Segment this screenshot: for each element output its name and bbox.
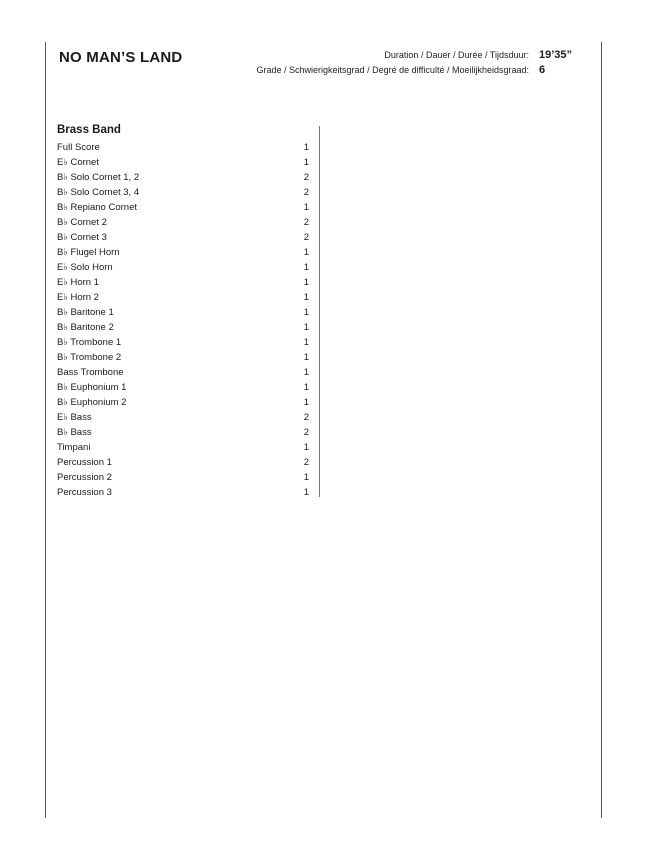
part-name: B♭ Solo Cornet 1, 2: [57, 172, 140, 183]
part-row: [57, 425, 309, 440]
part-quantity: 1: [303, 397, 309, 408]
part-name: B♭ Repiano Cornet: [57, 202, 137, 213]
part-name: Percussion 3: [57, 487, 112, 498]
part-name: Percussion 1: [57, 457, 112, 468]
part-name: E♭ Solo Horn: [57, 262, 113, 273]
part-row: [57, 410, 309, 425]
part-quantity: 1: [303, 247, 309, 258]
part-row: [57, 155, 309, 170]
part-quantity: 1: [303, 487, 309, 498]
part-row: [57, 440, 309, 455]
part-name: B♭ Euphonium 1: [57, 382, 127, 393]
part-row: [57, 200, 309, 215]
part-quantity: 2: [303, 217, 309, 228]
part-name: B♭ Baritone 2: [57, 322, 114, 333]
duration-value: 19’35”: [539, 49, 573, 61]
part-quantity: 1: [303, 472, 309, 483]
part-row: [57, 305, 309, 320]
part-quantity: 1: [303, 202, 309, 213]
grade-row: [257, 64, 569, 76]
part-quantity: 2: [303, 232, 309, 243]
page-border-right: [601, 42, 602, 818]
part-row: [57, 290, 309, 305]
part-name: B♭ Solo Cornet 3, 4: [57, 187, 140, 198]
page-border-left: [45, 42, 46, 818]
part-name: B♭ Trombone 2: [57, 352, 122, 363]
part-name: E♭ Cornet: [57, 157, 99, 168]
part-row: [57, 245, 309, 260]
part-row: [57, 485, 309, 500]
part-quantity: 1: [303, 442, 309, 453]
part-name: B♭ Cornet 3: [57, 232, 107, 243]
part-quantity: 1: [303, 352, 309, 363]
part-row: [57, 185, 309, 200]
part-quantity: 1: [303, 322, 309, 333]
duration-row: [384, 49, 573, 61]
part-quantity: 2: [303, 427, 309, 438]
part-name: E♭ Horn 2: [57, 292, 99, 303]
part-quantity: 1: [303, 382, 309, 393]
part-row: [57, 215, 309, 230]
part-quantity: 1: [303, 367, 309, 378]
part-name: Bass Trombone: [57, 367, 124, 378]
part-name: Full Score: [57, 142, 100, 153]
part-quantity: 1: [303, 277, 309, 288]
part-quantity: 2: [303, 457, 309, 468]
part-row: [57, 380, 309, 395]
part-quantity: 1: [303, 262, 309, 273]
part-row: [57, 365, 309, 380]
part-name: Percussion 2: [57, 472, 112, 483]
part-name: E♭ Horn 1: [57, 277, 99, 288]
parts-list: [57, 140, 309, 500]
part-quantity: 1: [303, 307, 309, 318]
page-title: NO MAN’S LAND: [59, 49, 183, 66]
part-name: B♭ Flugel Horn: [57, 247, 120, 258]
part-name: B♭ Baritone 1: [57, 307, 114, 318]
part-row: [57, 260, 309, 275]
part-row: [57, 230, 309, 245]
part-row: [57, 140, 309, 155]
part-name: B♭ Euphonium 2: [57, 397, 127, 408]
part-quantity: 2: [303, 172, 309, 183]
part-row: [57, 170, 309, 185]
part-quantity: 2: [303, 187, 309, 198]
part-quantity: 1: [303, 157, 309, 168]
part-quantity: 1: [303, 292, 309, 303]
part-name: B♭ Bass: [57, 427, 92, 438]
part-name: Timpani: [57, 442, 91, 453]
part-quantity: 1: [303, 337, 309, 348]
duration-label: Duration / Dauer / Durée / Tijdsduur:: [384, 50, 529, 60]
part-row: [57, 395, 309, 410]
column-divider: [319, 126, 320, 497]
part-name: B♭ Trombone 1: [57, 337, 122, 348]
part-row: [57, 320, 309, 335]
part-row: [57, 470, 309, 485]
part-name: B♭ Cornet 2: [57, 217, 107, 228]
part-name: E♭ Bass: [57, 412, 92, 423]
grade-label: Grade / Schwierigkeitsgrad / Degré de difficulté / Moeilijkheidsgraad:: [256, 65, 529, 75]
part-row: [57, 350, 309, 365]
part-row: [57, 455, 309, 470]
section-heading: Brass Band: [57, 124, 121, 136]
part-row: [57, 335, 309, 350]
part-quantity: 2: [303, 412, 309, 423]
part-quantity: 1: [303, 142, 309, 153]
grade-value: 6: [539, 64, 546, 76]
part-row: [57, 275, 309, 290]
